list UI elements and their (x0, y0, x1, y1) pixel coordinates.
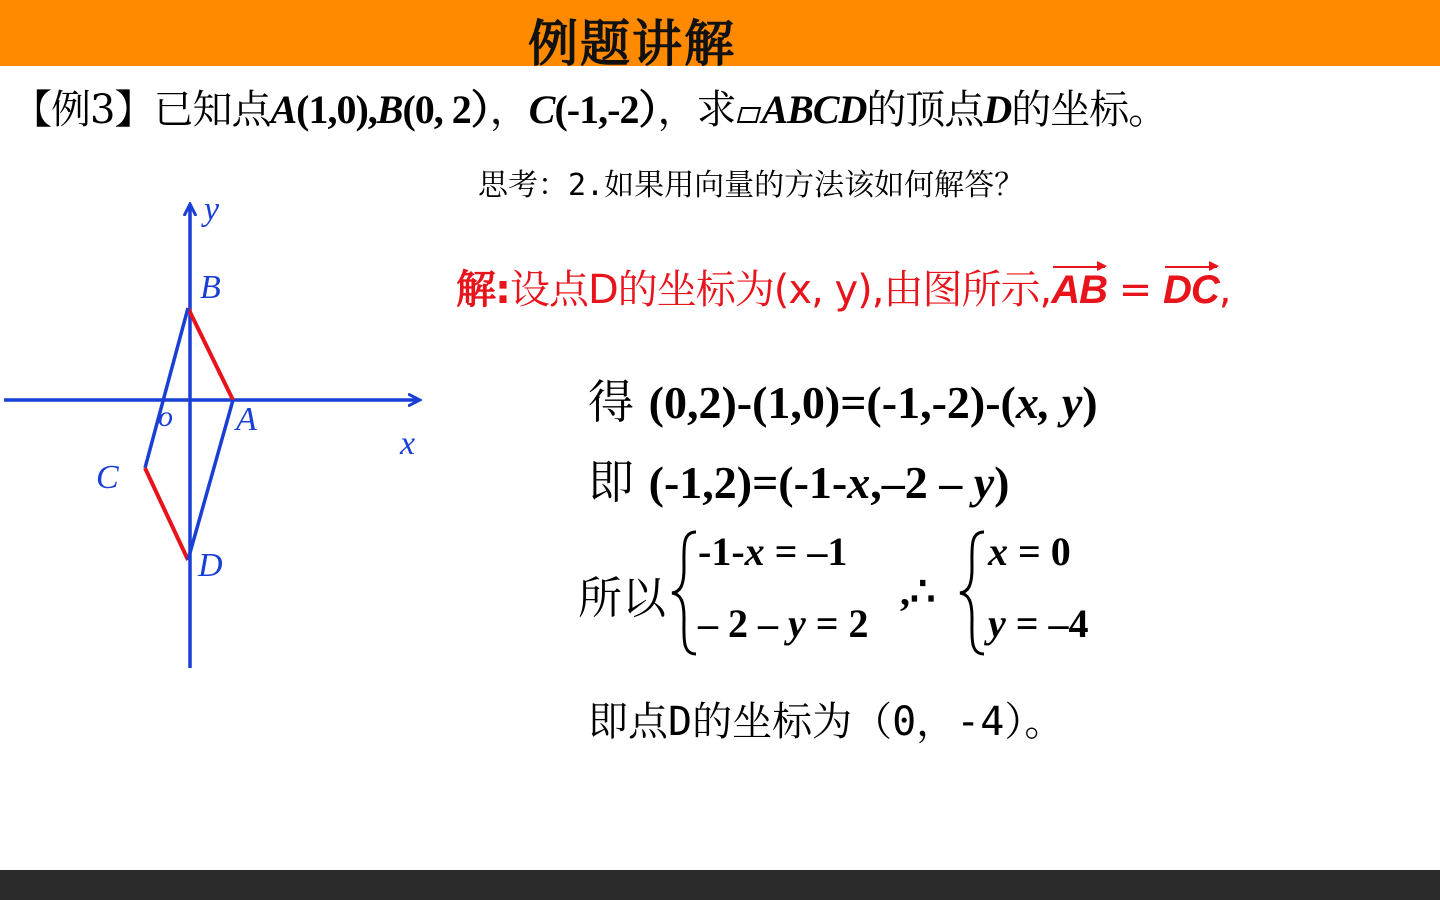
vertex-a-label: A (236, 401, 257, 438)
step-close: ) (1082, 377, 1098, 428)
vector-ab: AB (1051, 268, 1107, 312)
eq2-var: y (788, 601, 806, 646)
coordinate-figure (0, 190, 440, 670)
point-d-label: D (983, 87, 1012, 132)
res2-rhs: = –4 (1005, 601, 1089, 646)
step-label: 得 (588, 375, 634, 429)
equation-step-1 (588, 366, 1098, 432)
problem-statement (12, 78, 1167, 135)
y-axis-label: y (204, 191, 220, 228)
conclusion: 即点D的坐标为（0，-4）。 (588, 699, 1065, 745)
step-variable-x: x (847, 457, 871, 508)
eq2-part: – 2 – (698, 601, 788, 646)
res1-rhs: = 0 (1008, 529, 1071, 574)
eq1-var: x (744, 529, 765, 574)
step-variable-y: y (973, 457, 995, 508)
think-question: 思考：2.如果用向量的方法该如何解答？ (478, 168, 1025, 203)
result-equation-1 (988, 528, 1071, 575)
separator: ， (489, 87, 529, 133)
problem-suffix: 的坐标。 (1011, 87, 1168, 133)
step-expression: (0,2)-(1,0)=(-1,-2)-( (648, 377, 1016, 428)
edge-cd (145, 468, 188, 560)
separator: ，求 (657, 87, 736, 133)
point-b-label: B (376, 87, 403, 132)
problem-mid: 的顶点 (866, 87, 984, 133)
quadrilateral-label: ABCD (761, 87, 867, 132)
eq1-part: -1- (698, 529, 745, 574)
eq1-rhs: = –1 (764, 529, 848, 574)
footer-bar (0, 870, 1440, 900)
solution-label: 解: (456, 267, 510, 313)
vertex-c-label: C (96, 459, 119, 496)
system-equation-1 (698, 528, 847, 575)
page-title: 例题讲解 (528, 15, 736, 73)
vector-dc: DC (1162, 268, 1219, 312)
header-bar (0, 0, 1440, 73)
system-label: 所以 (578, 573, 666, 624)
step-variables: x, y (1015, 377, 1083, 428)
solution-intro (456, 258, 1230, 315)
solution-text: 设点D的坐标为(x, y),由图所示, (510, 267, 1052, 313)
parallelogram-icon (737, 107, 761, 123)
edge-ab (188, 308, 233, 400)
point-a-label: A (270, 87, 297, 132)
equation-step-2 (588, 446, 1010, 512)
res1-var: x (988, 529, 1008, 574)
therefore-symbol: ,∴ (900, 569, 936, 614)
edge-bc (145, 308, 188, 468)
point-a-coords: (1,0), (296, 87, 377, 132)
res2-var: y (988, 601, 1006, 646)
left-brace-icon (670, 528, 700, 658)
point-c-label: C (528, 87, 555, 132)
vertex-b-label: B (200, 269, 221, 306)
eq2-rhs: = 2 (805, 601, 869, 646)
equation-system (578, 528, 1138, 658)
vertex-d-label: D (198, 547, 223, 584)
system-equation-2 (698, 600, 869, 647)
step-expression: ,–2 – (870, 457, 974, 508)
step-label: 即 (588, 455, 634, 509)
x-axis-label: x (400, 425, 416, 462)
step-close: ) (994, 457, 1010, 508)
problem-prefix: 【例3】已知点 (12, 87, 271, 133)
origin-label: o (158, 400, 173, 433)
result-equation-2 (988, 600, 1089, 647)
equals-sign: = (1107, 267, 1163, 313)
point-b-coords: (0, 2） (402, 87, 490, 132)
step-expression: (-1,2)=(-1- (648, 457, 848, 508)
edge-da (188, 400, 233, 560)
result-brace-icon (958, 528, 988, 658)
point-c-coords: (-1,-2） (554, 87, 658, 132)
trailing-comma: , (1218, 267, 1231, 313)
